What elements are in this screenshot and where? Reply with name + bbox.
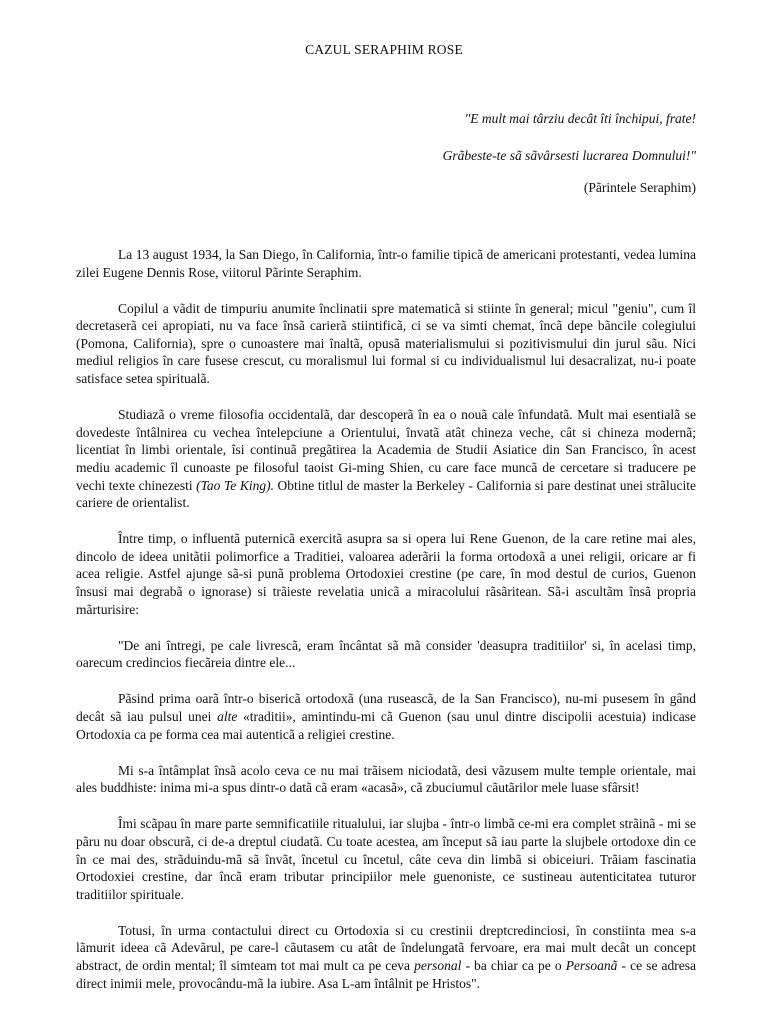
paragraph-5-quote-start <box>76 637 696 672</box>
paragraph-text-mid: - ba chiar ca pe o <box>461 958 566 973</box>
paragraph-text: Pãsind prima oarã într-o bisericã ortodoxã (una ruseascã, de la San Francisco), nu-mi pusesem în gând decât sã iau pulsul unei <box>76 691 696 724</box>
paragraph-1 <box>76 246 696 281</box>
paragraph-text-tail: Obtine titlul de master la Berkeley - California si pare destinat unei strãlucite cariere de orientalist. <box>76 477 696 511</box>
paragraph-text: Totusi, în urma contactului direct cu Ortodoxia si cu crestinii dreptcredinciosi, în constiinta mea s-a lãmurit ideea cã Adevãrul, pe care-l cãutasem cu atât de îndelungatã fervoare, era mai mult decât un concept abstract, de ordin mental; îl simteam tot mai mult ca pe ceva <box>76 922 696 973</box>
italic-book-title: (Tao Te King). <box>196 477 274 493</box>
paragraph-text: La 13 august 1934, la San Diego, în California, într-o familie tipicã de americani protestanti, vedea lumina zilei Eugene Dennis Rose, viitorul Pãrinte Seraphim. <box>76 247 696 280</box>
document-title: CAZUL SERAPHIM ROSE <box>305 42 463 57</box>
paragraph-3 <box>76 406 696 512</box>
paragraph-text: Mi s-a întâmplat însã acolo ceva ce nu mai trãisem niciodatã, desi vãzusem multe temple orientale, mai ales buddhiste: inima mi-a spus dintr-o datã cã eram «acasã», cã zbuciumul cãutãrilor mele luase sfârsit! <box>76 762 696 796</box>
paragraph-4 <box>76 530 696 618</box>
paragraph-text: Îmi scãpau în mare parte semnificatiile ritualului, iar slujba - într-o limbã ce-mi era complet strãinã - mi se pãru nu doar obscurã, ci de-a dreptul ciudatã. Cu toate acestea, am început sã iau parte la slujbele ortodoxe din ce în ce mai des, strãduindu-mã sã învãt, încetul cu încetul, câte ceva din limbã si obiceiuri. Trãiam fascinatia Ortodoxiei crestine, dar încã eram tributar principiilor mele guenoniste, ce sustineau autenticitatea tuturor traditiilor spirituale. <box>76 816 696 902</box>
paragraph-6 <box>76 690 696 743</box>
paragraph-text-tail: «traditii», amintindu-mi cã Guenon (sau unul dintre discipolii acestuia) indicase Ortodoxia ca pe forma cea mai autenticã a religiei crestine. <box>76 708 697 742</box>
paragraph-text-tail: - ce se adresa direct inimii mele, provocându-mã la iubire. Asa L-am întâlnit pe Hristos". <box>76 958 696 991</box>
italic-word: alte <box>217 708 238 724</box>
paragraph-text: Studiazã o vreme filosofia occidentalã, dar descoperã în ea o nouã cale înfundatã. Mult mai esentialã se dovedeste întâlnirea cu vechea întelepciune a Orientului, învatã atât chineza veche, cât si chineza modernã; licentiat în limbi orientale, îsi continuã pregãtirea la Academia de Studii Asiatice din San Francisco, în acest mediu academic îl cunoaste pe filosoful taoist Gi-ming Shien, cu care face muncã de cercetare si traducere pe vechi texte chinezesti <box>76 407 696 493</box>
paragraph-text: Între timp, o influentã puternicã exercitã asupra sa si opera lui Rene Guenon, de la care retine mai ales, dincolo de ideea unitãtii polimorfice a Traditiei, valoarea aderãrii la forma ortodoxã a unei religii, oricare ar fi acea religie. Astfel ajunge sã-si punã problema Ortodoxiei crestine (pe care, în mod destul de curios, Guenon însusi mai degrabã o ignorase) si trãieste revelatia unicã a miracolului rãsãritean. Sã-i ascultãm însã propria mãrturisire: <box>76 531 696 617</box>
paragraph-9 <box>76 922 696 992</box>
epigraph-line-1: "E mult mai târziu decât îti închipui, frate! <box>464 111 696 126</box>
italic-word: personal <box>414 958 462 973</box>
paragraph-8 <box>76 815 696 903</box>
paragraph-text: "De ani întregi, pe cale livrescã, eram încântat sã mã consider 'deasupra traditiilor' si, în acelasi timp, oarecum credincios fiecãreia dintre ele... <box>76 637 696 671</box>
document-body <box>76 246 696 1011</box>
epigraph-attribution: (Pãrintele Seraphim) <box>583 180 696 195</box>
paragraph-text: Copilul a vãdit de timpuriu anumite înclinatii spre matematicã si stiinte în general; micul "geniu", cum îl decretaserã cei apropiati, nu va face însã carierã stiintificã, ci se va simti chemat, încã depe bãncile colegiului (Pomona, California), spre o cunoastere mai înaltã, opusã materialismului si pozitivismului din jurul sãu. Nici mediul religios în care fusese crescut, cu moralismul lui formal si cu individualismul lui desacralizat, nu-i poate satisface setea spiritualã. <box>76 300 696 387</box>
italic-word: Persoanã <box>565 958 618 973</box>
paragraph-7 <box>76 762 696 797</box>
paragraph-2 <box>76 300 696 388</box>
epigraph-line-2: Grãbeste-te sã sãvârsesti lucrarea Domnului!" <box>442 148 696 163</box>
